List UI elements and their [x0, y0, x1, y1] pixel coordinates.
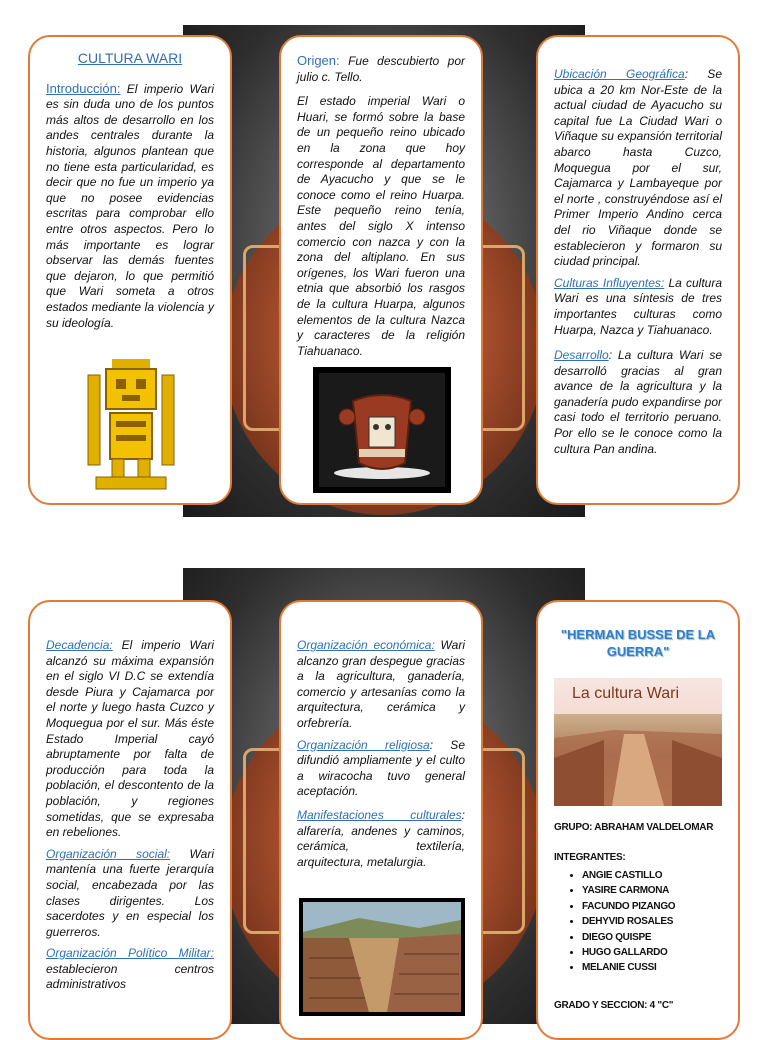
social-paragraph: Organización social: Wari mantenía una fuerte jerarquía social, encabezada por las clases dirigentes. Los sacerdotes y en especial los guerreros.	[46, 846, 214, 939]
panel-title: CULTURA WARI	[77, 50, 183, 66]
cultural-paragraph: Manifestaciones culturales: alfarería, andenes y caminos, cerámica, textilería, arquitectura, metalurgia.	[297, 807, 465, 869]
panel-organization	[279, 600, 483, 1040]
cultures-paragraph: Culturas Influyentes: La cultura Wari es una síntesis de tres importantes culturas como Huarpa, Nazca y Tiahuanaco.	[554, 275, 722, 337]
intro-paragraph: Introducción: El imperio Wari es sin duda uno de los puntos más altos de desarrollo en los andes centrales durante la historia, algunos plantean que no tiene esta particularidad, es decir que no fue un imperio ya que no posee evidencias escritas para comprobar ello entre otros aspectos. Pero lo más importante es lograr observar las demás fuentes que dejaron, lo que permitió que Wari someta a otros estados mediante la violencia y su ideología.	[46, 80, 214, 330]
panel-introduction	[28, 35, 232, 505]
school-name: "HERMAN BUSSE DE LA GUERRA"	[560, 627, 716, 659]
origin-paragraph-2: El estado imperial Wari o Huari, se formó sobre la base de un pequeño reino ubicado en la zona que hoy corresponde al departamento de Ayacucho y que se le conoce como el reino Huarpa. Este pequeño reino tenía, antes del siglo X intenso comercio con nazca y con la zona del altiplano. En sus orígenes, los Wari fueron una etnia que absorbió los rasgos de la cultura Huarpa, algunos elementos de la cultura Nazca y caracteres de la religión Tiahuanaco.	[297, 94, 465, 358]
development-paragraph: Desarrollo: La cultura Wari se desarrolló gracias al gran avance de la agricultura y la ganadería pudo expandirse por casi todo el territorio peruano. Por ello se le conoce como la cultura Pan andina.	[554, 348, 722, 456]
list-item: • YASIRE CARMONA	[582, 883, 675, 898]
list-item: • ANGIE CASTILLO	[582, 868, 675, 883]
grade-section: GRADO Y SECCION: 4 "C"	[554, 1000, 674, 1011]
members-label: INTEGRANTES:	[554, 852, 626, 863]
panel-location	[536, 35, 740, 505]
panel-decline	[28, 600, 232, 1040]
panel-origin	[279, 35, 483, 505]
list-item: • DEHYVID ROSALES	[582, 914, 675, 929]
military-paragraph: Organización Político Militar: establecieron centros administrativos	[46, 946, 214, 992]
group-name: GRUPO: ABRAHAM VALDELOMAR	[554, 822, 714, 833]
list-item: • FACUNDO PIZANGO	[582, 899, 675, 914]
list-item: • DIEGO QUISPE	[582, 930, 675, 945]
origin-paragraph: Origen: Fue descubierto por julio c. Tello.	[297, 53, 465, 84]
panel-cover	[536, 600, 740, 1040]
economic-paragraph: Organización económica: Wari alcanzo gran despegue gracias a la agricultura, ganadería, comercio y artesanías como la arquitectura, cerámica y orfebrería.	[297, 638, 465, 730]
location-paragraph: Ubicación Geográfica: Se ubica a 20 km Nor-Este de la actual ciudad de Ayacucho su capital fue La Ciudad Wari o Viñaque su expansión territorial abarco hasta Cuzco, Moquegua por el sur, Cajamarca y Lambayeque por el norte , construyéndose así el Primer Imperio Andino cerca del rio Viñaque donde se establecieron y formaron su ciudad principal.	[554, 67, 722, 269]
decline-paragraph: Decadencia: El imperio Wari alcanzó su máxima expansión en el siglo VI D.C se extendía desde Piura y Cajamarca por el norte y luego hasta Cuzco y Moquegua por el sur. Más éste Estado Imperial cayó abruptamente por falta de producción para toda la población, el descontento de la población, y regiones sometidas, que se expresaba en rebeliones.	[46, 638, 214, 840]
wiracocha-idol-image	[82, 355, 180, 493]
religious-paragraph: Organización religiosa: Se difundió ampliamente y el culto a wiracocha tuvo general aceptación.	[297, 737, 465, 799]
cover-image-caption: La cultura Wari	[572, 685, 679, 702]
ruins-illustration	[554, 678, 722, 806]
ceramic-vessel-image	[313, 367, 451, 493]
cover-image	[554, 678, 722, 806]
members-list	[554, 868, 675, 976]
ruins-photo	[299, 898, 465, 1016]
list-item: • HUGO GALLARDO	[582, 945, 675, 960]
list-item: • MELANIE CUSSI	[582, 960, 675, 975]
